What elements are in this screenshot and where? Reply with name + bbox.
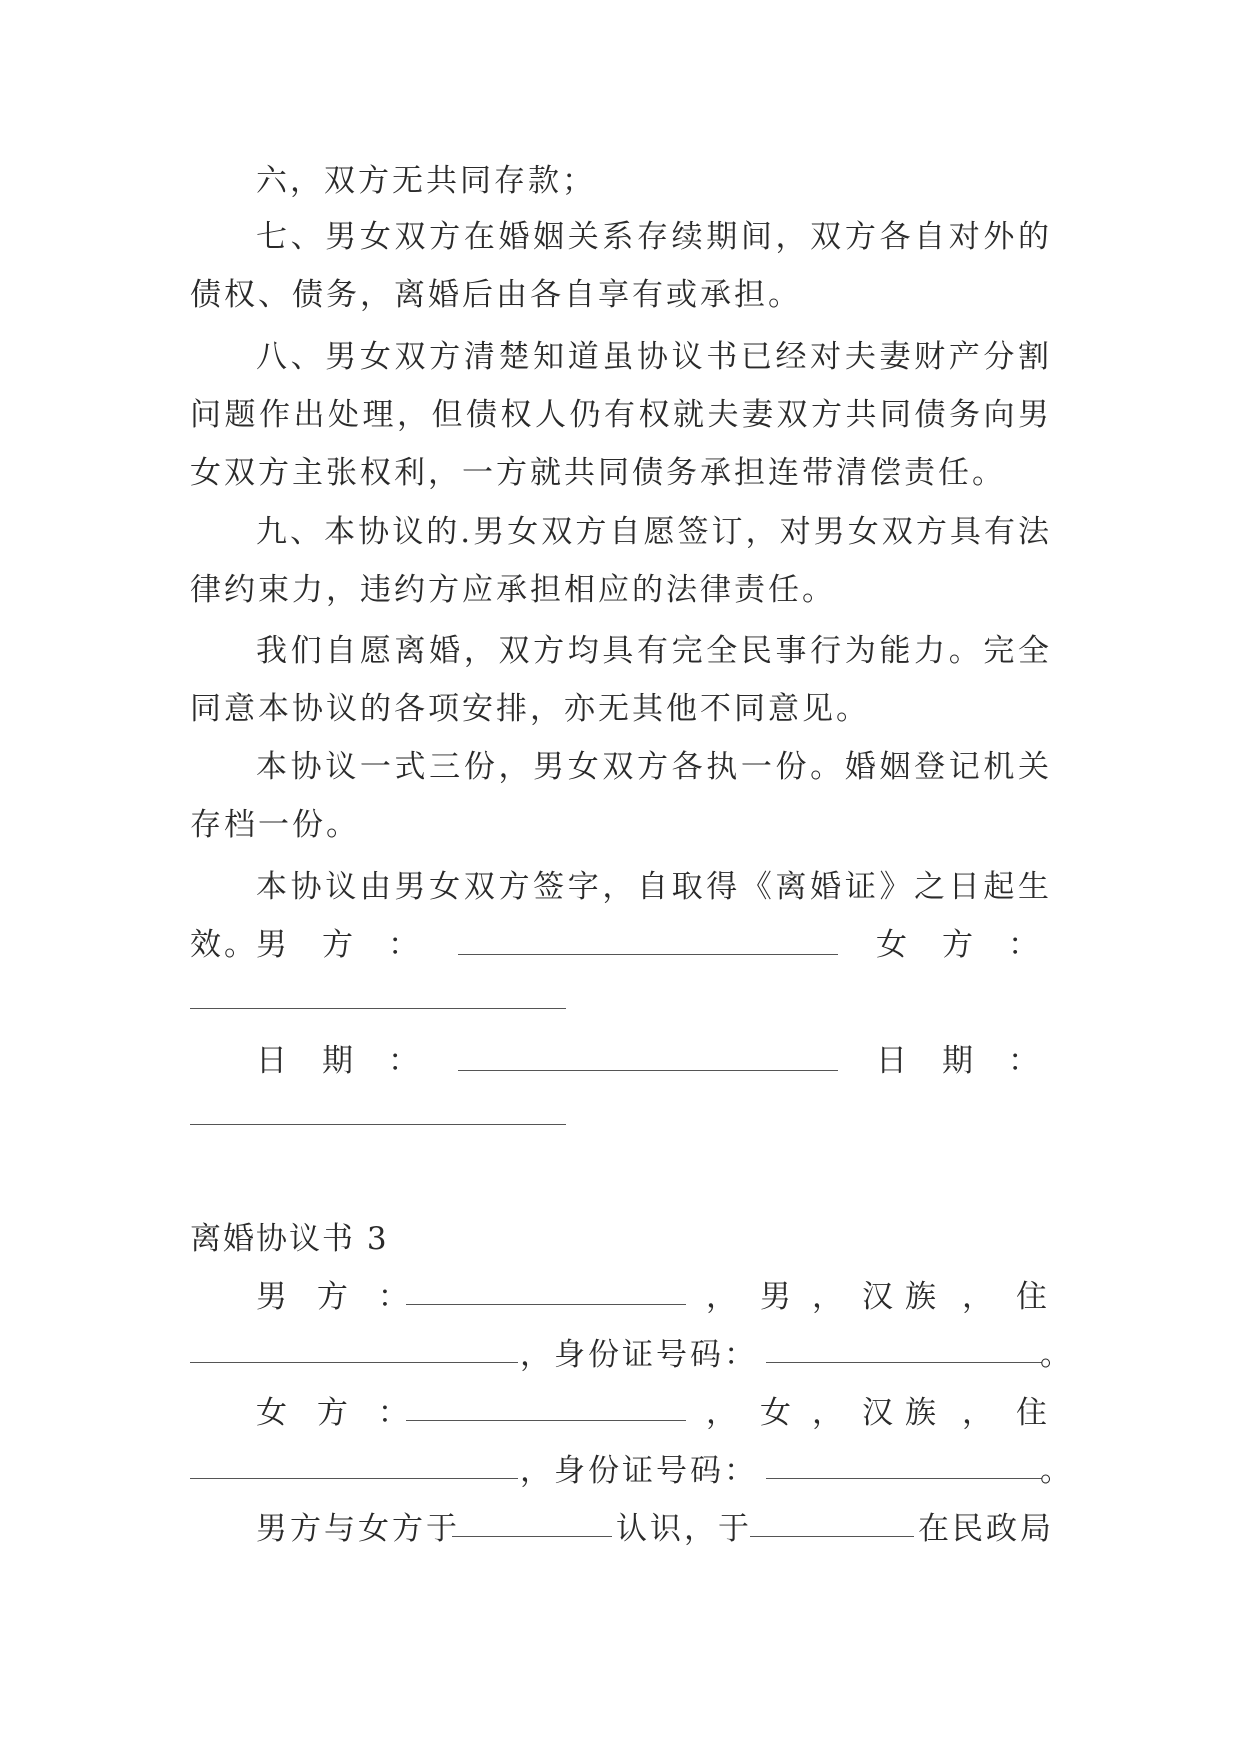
female-comma-2: ， xyxy=(812,1395,843,1431)
clause-9: 九、本协议的.男女双方自愿签订，对男女双方具有法律约束力，违约方应承担相应的法律责任。 xyxy=(190,514,1052,608)
female-party-label: 女 方 ： xyxy=(256,1395,419,1431)
female-live: 住 xyxy=(1016,1395,1047,1431)
meet-date-blank[interactable] xyxy=(452,1536,612,1537)
female-signature-blank[interactable] xyxy=(190,1008,566,1009)
female-gender: 女 xyxy=(760,1395,791,1431)
male-signature-blank[interactable] xyxy=(458,954,838,955)
female-comma-3: ， xyxy=(962,1395,993,1431)
male-date-blank[interactable] xyxy=(458,1070,838,1071)
male-live: 住 xyxy=(1016,1279,1047,1315)
date2-colon: ： xyxy=(1008,1043,1039,1079)
male-ethnicity: 汉族 xyxy=(862,1279,948,1315)
male-id-label: ，身份证号码： xyxy=(520,1337,758,1373)
meet-prefix: 男方与女方于 xyxy=(256,1511,460,1547)
meet-mid: 认识，于 xyxy=(616,1511,752,1547)
female-label-char2: 方 xyxy=(942,927,973,963)
male-address-blank[interactable] xyxy=(190,1362,518,1363)
clause-6: 六，双方无共同存款； xyxy=(256,163,596,199)
date-colon: ： xyxy=(388,1043,419,1079)
male-label-char1: 男 xyxy=(256,927,287,963)
female-id-period: 。 xyxy=(1040,1453,1071,1489)
male-comma-2: ， xyxy=(812,1279,843,1315)
female-id-blank[interactable] xyxy=(766,1478,1042,1479)
female-comma-1: ， xyxy=(706,1395,737,1431)
female-colon: ： xyxy=(1008,927,1039,963)
male-gender: 男 xyxy=(760,1279,791,1315)
effective-statement: 本协议由男女双方签字，自取得《离婚证》之日起生效。 xyxy=(190,869,1052,963)
female-ethnicity: 汉族 xyxy=(862,1395,948,1431)
male-party-label: 男 方 ： xyxy=(256,1279,419,1315)
marriage-date-blank[interactable] xyxy=(750,1536,914,1537)
female-name-blank[interactable] xyxy=(406,1420,686,1421)
male-id-period: 。 xyxy=(1040,1337,1071,1373)
meet-suffix: 在民政局 xyxy=(918,1511,1054,1547)
male-comma-1: ， xyxy=(706,1279,737,1315)
male-name-blank[interactable] xyxy=(406,1304,686,1305)
female-id-label: ，身份证号码： xyxy=(520,1453,758,1489)
male-comma-3: ， xyxy=(962,1279,993,1315)
clause-8: 八、男女双方清楚知道虽协议书已经对夫妻财产分割问题作出处理，但债权人仍有权就夫妻双方共同债务向男女双方主张权利，一方就共同债务承担连带清偿责任。 xyxy=(190,339,1052,491)
female-date-blank[interactable] xyxy=(190,1124,566,1125)
voluntary-statement: 我们自愿离婚，双方均具有完全民事行为能力。完全同意本协议的各项安排，亦无其他不同意见。 xyxy=(190,633,1052,727)
female-address-blank[interactable] xyxy=(190,1478,518,1479)
date2-label-char2: 期 xyxy=(942,1043,973,1079)
copies-statement: 本协议一式三份，男女双方各执一份。婚姻登记机关存档一份。 xyxy=(190,749,1052,843)
male-id-blank[interactable] xyxy=(766,1362,1042,1363)
clause-7: 七、男女双方在婚姻关系存续期间，双方各自对外的债权、债务，离婚后由各自享有或承担。 xyxy=(190,219,1052,313)
date2-label-char1: 日 xyxy=(876,1043,907,1079)
date-label-char2: 期 xyxy=(322,1043,353,1079)
female-label-char1: 女 xyxy=(876,927,907,963)
section-title: 离婚协议书 3 xyxy=(190,1221,389,1257)
male-colon: ： xyxy=(388,927,419,963)
date-label-char1: 日 xyxy=(256,1043,287,1079)
male-label-char2: 方 xyxy=(322,927,353,963)
